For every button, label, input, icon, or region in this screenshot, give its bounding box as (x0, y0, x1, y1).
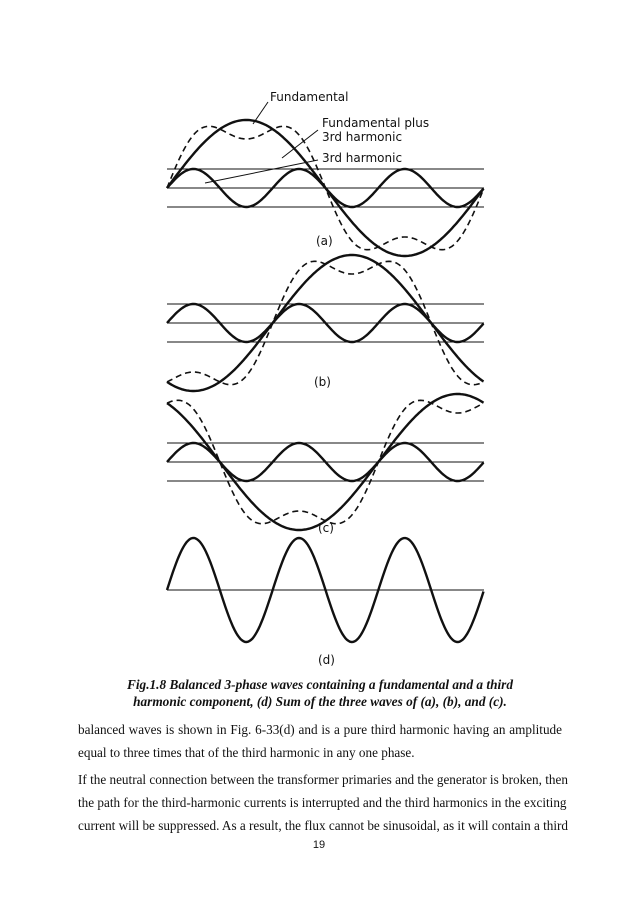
label-panel-c: (c) (318, 521, 334, 535)
label-panel-d: (d) (318, 653, 335, 667)
panel-b (167, 255, 484, 391)
page-number: 19 (312, 839, 326, 851)
label-fund-plus-line2: 3rd harmonic (322, 130, 403, 144)
paragraph-1-line-1: balanced waves is shown in Fig. 6-33(d) and is a pure third harmonic having an amplitude (78, 722, 562, 737)
label-third-harmonic: 3rd harmonic (322, 151, 403, 165)
caption-line-1: Fig.1.8 Balanced 3-phase waves containing a fundamental and a third (126, 677, 514, 692)
paragraph-2-line-2: the path for the third-harmonic currents is interrupted and the third harmonics in the exciting (78, 795, 567, 810)
figure-caption (70, 676, 570, 710)
paragraph-2 (78, 768, 569, 837)
label-panel-b: (b) (314, 375, 331, 389)
label-fund-plus-line1: Fundamental plus (322, 116, 430, 130)
panel-c (167, 394, 484, 530)
caption-line-2: harmonic component, (d) Sum of the three waves of (a), (b), and (c). (133, 694, 507, 709)
harmonic-waves-figure (160, 82, 500, 672)
paragraph-2-line-1: If the neutral connection between the transformer primaries and the generator is broken, then (78, 772, 568, 787)
label-panel-a: (a) (316, 234, 333, 248)
paragraph-1-line-2: equal to three times that of the third harmonic in any one phase. (78, 745, 415, 760)
panel-d (167, 538, 484, 642)
leader-fundamental (253, 102, 268, 124)
paragraph-1 (78, 718, 562, 764)
label-fundamental: Fundamental (270, 90, 349, 104)
paragraph-2-line-3: current will be suppressed. As a result, the flux cannot be sinusoidal, as it will contain a third (78, 818, 569, 833)
leader-third (205, 160, 318, 183)
